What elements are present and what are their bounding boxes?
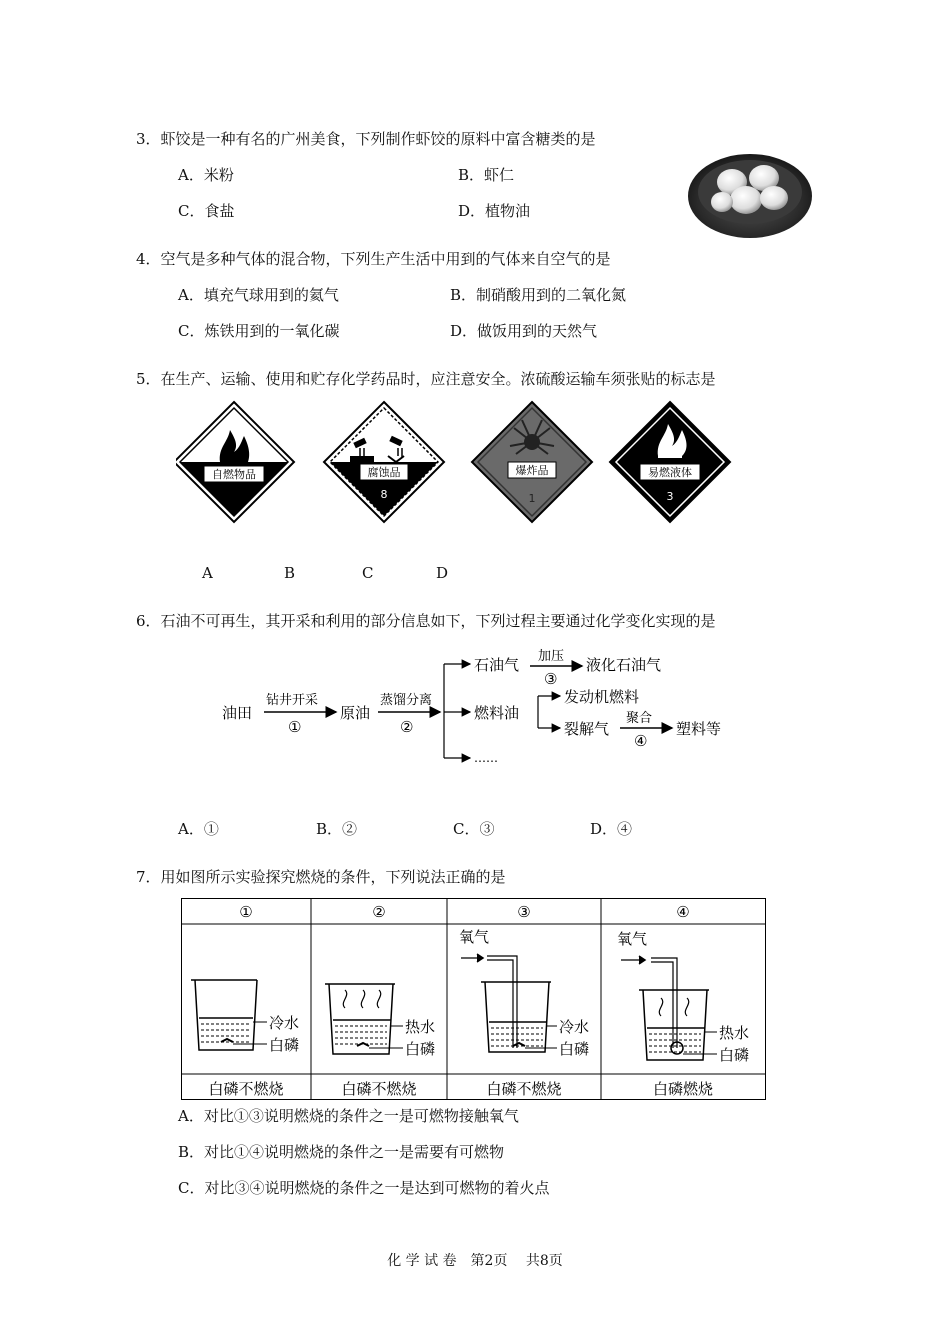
sign-corrosive	[324, 402, 444, 522]
beaker-1-p-label: 白磷	[269, 1036, 300, 1054]
sign-a-label: 自燃物品	[212, 468, 256, 481]
sign-c-number: 1	[528, 492, 536, 505]
table-header-2: ②	[372, 903, 386, 921]
flow-crude: 原油	[340, 704, 371, 722]
flow-step4-num: ④	[634, 732, 648, 750]
hazard-signs	[176, 398, 736, 528]
q4-option-b: B．制硝酸用到的二氧化氮	[450, 286, 627, 304]
beaker-4-water-label: 热水	[719, 1024, 750, 1042]
beaker-3-oxygen-label: 氧气	[459, 928, 490, 946]
q4-option-a: A．填充气球用到的氦气	[178, 286, 339, 304]
sign-flammable-liquid	[610, 402, 730, 522]
q7-option-b: B．对比①④说明燃烧的条件之一是需要有可燃物	[178, 1143, 505, 1161]
flow-fuel-oil: 燃料油	[474, 704, 520, 722]
q4-option-c: C．炼铁用到的一氧化碳	[178, 322, 340, 340]
flow-more: ……	[474, 751, 498, 765]
flow-plastics: 塑料等	[676, 720, 722, 738]
q4-stem: 4．空气是多种气体的混合物，下列生产生活中用到的气体来自空气的是	[136, 250, 611, 268]
sign-d-number: 3	[666, 490, 674, 503]
q3-option-b: B．虾仁	[458, 166, 515, 184]
beaker-4	[621, 956, 717, 1060]
sign-explosive	[472, 402, 592, 522]
q4-option-d: D．做饭用到的天然气	[450, 322, 598, 340]
beaker-4-oxygen-label: 氧气	[617, 930, 648, 948]
sign-d-label: 易燃液体	[648, 466, 692, 479]
q7-option-a: A．对比①③说明燃烧的条件之一是可燃物接触氧气	[178, 1107, 519, 1125]
q6-option-c: C．③	[453, 820, 495, 838]
flow-lpg: 石油气	[474, 656, 520, 674]
q5-stem: 5．在生产、运输、使用和贮存化学药品时，应注意安全。浓硫酸运输车须张贴的标志是	[136, 370, 716, 388]
beaker-3-water-label: 冷水	[559, 1018, 590, 1036]
flow-step1-num: ①	[288, 718, 302, 736]
q6-option-b: B．②	[316, 820, 358, 838]
sign-c-label: 爆炸品	[515, 464, 549, 477]
q5-letter-a: A	[202, 564, 213, 582]
sign-b-label: 腐蚀品	[367, 466, 401, 479]
sign-b-number: 8	[380, 488, 388, 501]
combustion-experiment-table	[181, 898, 766, 1100]
q3-option-a: A．米粉	[178, 166, 234, 184]
q5-letter-d: D	[436, 564, 449, 582]
flow-step3-label: 加压	[538, 649, 565, 664]
beaker-1-water-label: 冷水	[269, 1014, 300, 1032]
q6-option-d: D．④	[590, 820, 633, 838]
beaker-2	[325, 984, 403, 1054]
flow-step2-label: 蒸馏分离	[380, 693, 433, 708]
beaker-1	[191, 980, 267, 1050]
q3-option-d: D．植物油	[458, 202, 531, 220]
beaker-2-p-label: 白磷	[405, 1040, 436, 1058]
beaker-4-p-label: 白磷	[719, 1046, 750, 1064]
table-header-3: ③	[517, 903, 531, 921]
q6-stem: 6．石油不可再生，其开采和利用的部分信息如下，下列过程主要通过化学变化实现的是	[136, 612, 716, 630]
flow-step2-num: ②	[400, 718, 414, 736]
beaker-3	[461, 954, 557, 1052]
q5-letter-c: C	[362, 564, 374, 582]
flow-liquefied: 液化石油气	[586, 656, 662, 674]
table-header-1: ①	[239, 903, 253, 921]
shrimp-dumpling-photo	[686, 148, 814, 240]
sign-spontaneous-combustion	[176, 402, 294, 522]
flow-cracked-gas: 裂解气	[564, 720, 610, 738]
flow-oilfield: 油田	[222, 704, 253, 722]
flow-step1-label: 钻井开采	[266, 693, 319, 708]
flow-step3-num: ③	[544, 670, 558, 688]
flow-engine-fuel: 发动机燃料	[564, 688, 640, 706]
q6-option-a: A．①	[178, 820, 219, 838]
table-header-4: ④	[676, 903, 690, 921]
q3-option-c: C．食盐	[178, 202, 235, 220]
page-footer: 化 学 试 卷 第2页 共8页	[387, 1253, 563, 1269]
q3-stem: 3．虾饺是一种有名的广州美食，下列制作虾饺的原料中富含糖类的是	[136, 130, 596, 148]
beaker-3-p-label: 白磷	[559, 1040, 590, 1058]
petroleum-flow-diagram	[220, 646, 740, 776]
q7-stem: 7．用如图所示实验探究燃烧的条件，下列说法正确的是	[136, 868, 506, 886]
result-3: 白磷不燃烧	[486, 1080, 562, 1098]
result-4: 白磷燃烧	[652, 1080, 714, 1098]
q7-option-c: C．对比③④说明燃烧的条件之一是达到可燃物的着火点	[178, 1179, 550, 1197]
result-2: 白磷不燃烧	[341, 1080, 417, 1098]
q5-letter-b: B	[284, 564, 296, 582]
flow-step4-label: 聚合	[626, 711, 653, 726]
beaker-2-water-label: 热水	[405, 1018, 436, 1036]
result-1: 白磷不燃烧	[208, 1080, 284, 1098]
